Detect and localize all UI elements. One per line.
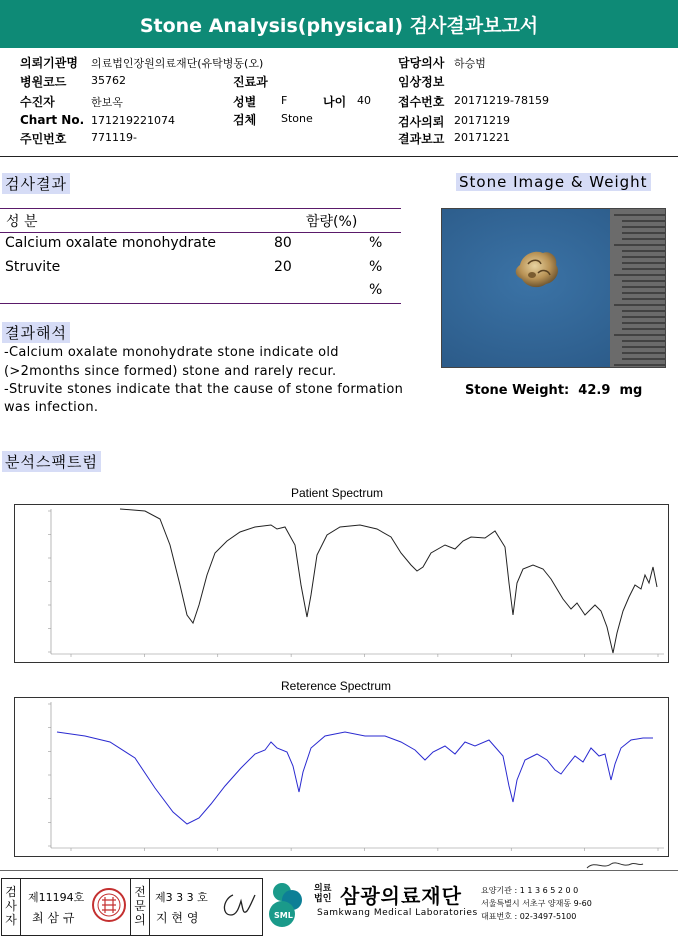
inspector-license-no: 제11194호: [28, 891, 85, 904]
component-value: 80: [274, 235, 292, 251]
label-resident-no: 주민번호: [20, 132, 67, 146]
reference-spectrum-plot: [15, 698, 668, 856]
label-accession-no: 접수번호: [398, 95, 445, 109]
label-chart-no: Chart No.: [20, 113, 85, 127]
specialist-vertical-char: 의: [134, 913, 146, 927]
org-address: 서울특별시 서초구 양재동 9-60: [481, 899, 592, 908]
results-top-rule: [0, 208, 401, 209]
value-chart-no: 171219221074: [91, 114, 175, 127]
label-specimen: 검체: [233, 113, 257, 127]
specialist-vertical-char: 문: [134, 899, 146, 913]
component-unit: %: [369, 235, 383, 251]
header-divider: [0, 156, 678, 157]
label-requesting-institution: 의뢰기관명: [20, 56, 78, 70]
results-heading: 검사결과: [2, 173, 70, 194]
label-report-date: 결과보고: [398, 132, 445, 146]
value-doctor: 하승범: [454, 57, 486, 70]
value-hospital-code: 35762: [91, 74, 126, 87]
org-type-line: 법인: [314, 894, 332, 904]
reference-spectrum-box: [14, 697, 669, 857]
stone-weight: [465, 383, 642, 398]
column-header-percent: 함량(%): [306, 214, 358, 230]
org-name: 삼광의료재단: [340, 884, 462, 908]
label-department: 진료과: [233, 75, 268, 89]
signature-block: [1, 878, 263, 936]
component-name: Calcium oxalate monohydrate: [5, 235, 216, 251]
org-logo: [268, 882, 304, 918]
stone-weight-unit: mg: [619, 383, 643, 398]
specialist-vertical-label: [130, 879, 150, 935]
component-unit: %: [369, 282, 383, 298]
label-clinical-info: 임상정보: [398, 75, 445, 89]
label-request-date: 검사의뢰: [398, 115, 445, 129]
label-doctor: 담당의사: [398, 56, 445, 70]
footer-divider: [0, 870, 678, 871]
label-hospital-code: 병원코드: [20, 75, 67, 89]
inspector-vertical-label: [2, 879, 21, 935]
value-patient: 한보옥: [91, 96, 123, 109]
label-age: 나이: [323, 95, 347, 109]
spectrum-heading: 분석스팩트럼: [2, 451, 101, 472]
reference-spectrum-title: Reterence Spectrum: [281, 679, 392, 693]
patient-spectrum-plot: [15, 505, 668, 662]
specialist-signature: [217, 889, 257, 921]
specialist-license-no: 제3 3 3 호: [155, 891, 208, 904]
org-logo-text: SML: [274, 911, 293, 920]
inspector-seal: [91, 887, 127, 923]
org-type: [314, 884, 331, 904]
value-specimen: Stone: [281, 112, 313, 125]
value-accession-no: 20171219-78159: [454, 94, 549, 107]
column-header-component: 성 분: [6, 214, 38, 230]
stone-weight-label: Stone Weight:: [465, 383, 570, 398]
inspector-vertical-char: 사: [5, 899, 17, 913]
patient-axis: [48, 509, 664, 657]
report-title: Stone Analysis(physical) 검사결과보고서: [0, 0, 678, 48]
org-contact-info: [481, 884, 592, 923]
org-english-name: Samkwang Medical Laboratories: [317, 908, 478, 918]
value-resident-no: 771119-: [91, 131, 137, 144]
patient-spectrum-title: Patient Spectrum: [291, 486, 384, 500]
results-bottom-rule: [0, 303, 401, 304]
value-request-date: 20171219: [454, 114, 510, 127]
inspector-vertical-char: 자: [5, 913, 17, 927]
inspector-name: 최 삼 규: [32, 911, 75, 925]
stone-photo: [441, 208, 666, 368]
reference-axis: [48, 702, 664, 851]
value-report-date: 20171221: [454, 131, 510, 144]
patient-spectrum-line: [120, 509, 657, 653]
interpretation-line: was infection.: [4, 400, 99, 415]
value-sex: F: [281, 94, 288, 107]
patient-spectrum-box: [14, 504, 669, 663]
interpretation-line: -Calcium oxalate monohydrate stone indicate old: [4, 345, 339, 360]
interpretation-line: -Struvite stones indicate that the cause of stone formation: [4, 382, 404, 397]
interpretation-line: (>2months since formed) stone and rarely recur.: [4, 364, 337, 379]
value-requesting-institution: 의료법인장원의료재단(유탁병동(오): [91, 57, 264, 70]
component-name: Struvite: [5, 259, 61, 275]
specialist-name: 지 현 영: [156, 911, 199, 925]
reference-spectrum-line: [57, 732, 653, 824]
component-value: 20: [274, 259, 292, 275]
results-header-rule: [0, 232, 401, 233]
interpretation-heading: 결과해석: [2, 322, 70, 343]
org-phone: 대표번호 : 02-3497-5100: [481, 912, 577, 921]
org-type-line: 의료: [314, 884, 332, 894]
inspector-vertical-char: 검: [5, 885, 17, 899]
stone-image-heading: Stone Image & Weight: [456, 173, 651, 191]
component-unit: %: [369, 259, 383, 275]
value-age: 40: [357, 94, 371, 107]
specialist-vertical-char: 전: [134, 885, 146, 899]
label-sex: 성별: [233, 95, 257, 109]
label-patient: 수진자: [20, 95, 55, 109]
org-institution-code: 요양기관 : 1 1 3 6 5 2 0 0: [481, 886, 579, 895]
stone-weight-value: 42.9: [578, 383, 611, 398]
